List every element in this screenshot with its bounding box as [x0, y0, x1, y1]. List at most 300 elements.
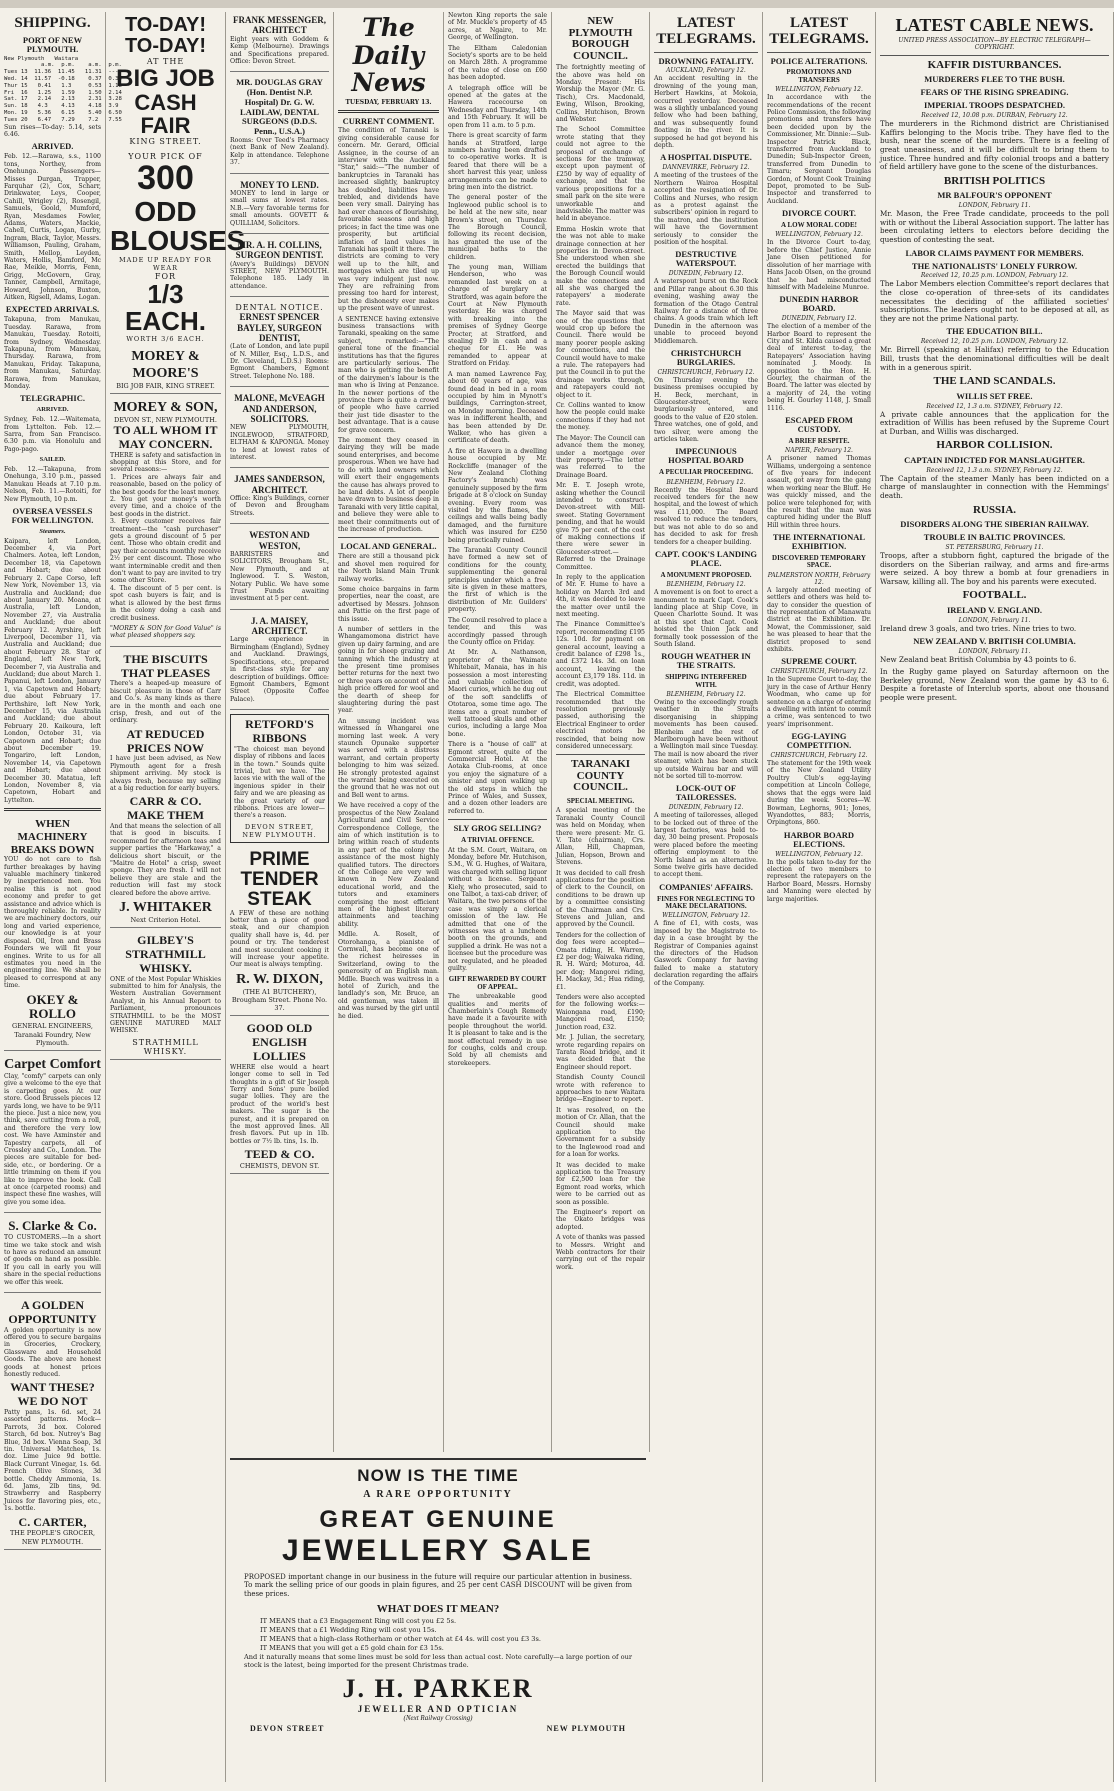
divorce-heading: DIVORCE COURT. [782, 208, 856, 219]
telegraphic-sailed: SAILED. [39, 456, 66, 464]
maisey-title: J. A. MAISEY, ARCHITECT. [251, 615, 308, 637]
russia-text: Troops, after a stubborn fight, captured the brigade of the disorders on the Siberian railway, and arms and fire-arms were seized. A boy threw a bomb at four grenadiers in Warsaw, killing all. The boy and his parents were executed. [880, 551, 1109, 586]
local-paragraph-4: An unsung incident was witnessed in Whangarei one morning last week. A very staunch Opunake supporter was served with a distress warrant, and certain property belonging to him was seized. He strongly protested against the warrant being executed on the ground that he was not out and Bell went to arms. [338, 717, 439, 799]
drowning-text: An accident resulting in the drowning of the young man, Herbert Hawkins, at Mokoia, occurred yesterday. Deceased was a slightly unbalanced young fellow who had been bathing, and was subsequently found floating in the river. It is supposed he had got beyond his depth. [654, 75, 758, 150]
bayley-card [230, 300, 329, 387]
retford-body: "The choicest man beyond display of ribbons and laces in the town." Sounds quite trivial, but we have. The laces vie with the wall of the ingenious spider in their fairy and we are pleasing as the great variety of our ribbons. Prices are lower—there's a reason. [234, 745, 325, 820]
arrived-text: Feb. 12.—Rarawa, s.s., 1100 tons, Northey, from Onehunga. Passengers—Misses Durgan, Trapper, Farquhar (2), Cox, Scharr, Drinkwater, Leys, Cooper, Cahill, Wrigley (2), Rosengil, Samuels, Goold, Mumford, Ryan, Mesdames Fowler, Adams, Waters, Mackie, Cahell, Curtis, Logan, Gurby, Ingram, Black, Taylor, Messrs. Williamson, Pauling, Graham, Smith, Mellop, Leyden, Waters, Hollis, Bamford, Mc Rae, Meikle, Morris, Fenn, Grigg, McGovern, Gray, Tanner, Campbell, Armitage, Howard, Johnson, Buxton, Aitken, Rigsell, Adams, Logan. [4, 153, 101, 302]
to-all-title: TO ALL WHOM IT MAY CONCERN. [113, 422, 218, 451]
biscuits-ad [110, 650, 221, 929]
county-p9: The Engineer's report on the Okato bridges was adopted. [556, 1209, 645, 1231]
morey-moore-sub: BIG JOB FAIR, KING STREET. [116, 381, 215, 390]
machinery-body: YOU do not care to fish further breakages by having valuable machinery tinkered by inexperienced men. You realise this is not good economy and prefer to get assistance and advice which is thoroughly reliable. In reality we are machinery doctors, our long and varied experience, our knowledge is at your disposal. Oil, Iron and Brass Founders we will fit your engines. Write to us for all estimates you need in the engineering line. We shall be pleased to correspond at any time. [4, 856, 101, 990]
borough-p6: The Mayor: The Council can advance them the money, under a mortgage over their property.—The letter was referred to the Drainage Board. [556, 434, 645, 479]
county-p7: It was resolved, on the motion of Cr. Allan, that the Council should make application to the Government for a subsidy to the Inglewood road and for a loan for works. [556, 1106, 645, 1159]
escaped-text: A prisoner named Thomas Williams, undergoing a sentence of five years for indecent assault, got away from the gang when working near the Bluff. He was quickly missed, and the police were telephoned for, with the result that the man was captured hiding under the Bluff Hill within three hours. [767, 455, 871, 529]
local-paragraph-3: A number of settlers in the Whangamomona district have given up dairy farming, and are going in for sheep grazing and tanning which the industry at the present time promises better returns for the next two or three years on account of the high price offered for wool and the dearth of sheep for slaughtering during the past year. [338, 625, 439, 715]
impecunious-text: Recently the Hospital Board received tenders for the new hospital, and the lowest of which was £11,000. The Board resolved to reduce the tenders, but was not able to do so and has decided to ask for fresh tenders for a cheaper building. [654, 486, 758, 546]
cash-fair-label: CASH FAIR [134, 90, 197, 139]
carpet-ad [4, 1054, 101, 1213]
golden-title: A GOLDEN OPPORTUNITY [8, 1297, 97, 1326]
okey-rollo-sub: GENERAL ENGINEERS, Taranaki Foundry, New Plymouth. [12, 1022, 93, 1047]
divorce-text: In the Divorce Court to-day, before the Chief Justice, Annie Jane Olsen petitioned for dissolution of her marriage with Hans Jacob Olsen, on the ground that he had misconducted himself with Madeleine Munroe. [767, 239, 871, 291]
county-p2: It was decided to call fresh applications for the position of clerk to the Council, on conditions to be drawn up by a committee consisting of the Chairman and Crs. Stevens and Julian, and approved by the Council. [556, 869, 645, 929]
odd-label: ODD [134, 196, 197, 228]
labor-subheading: THE NATIONALISTS' LONELY FURROW. [911, 260, 1078, 271]
county-p1: A special meeting of the Taranaki County Council was held on Monday, when there were present: Mr. G. V. Tate (chairman), Crs. Allan, Hill, Chapman, Julian, Hopson, Brown and Stevens. [556, 807, 645, 867]
prime-steak-body: A FEW of these are nothing better than a piece of good steak, and our champion quality shall have is, 4d. per pound or try. The tenderest and most succulent cooking it will increase your appetite. Our meat is always tempting. [230, 909, 329, 969]
money-card [230, 177, 329, 234]
messenger-body: Eight years with Goddem & Kemp (Melbourne). Drawings and Specifications prepared. Office: Devon Street. [230, 35, 329, 65]
okey-rollo-title: OKEY & ROLLO [26, 991, 79, 1022]
parker-intro: PROPOSED important change in our business in the future will require our particular attention in business. To mark the selling price of our goods in plain figures, and 25 per cent CASH DISCOUNT will be given from these prices. [244, 1573, 632, 1598]
exhibition-text: A largely attended meeting of settlers and others was held to-day to consider the question of the representation of Manawatu district at the Exhibition. Dr. Mowat, the Commissioner, said he was pleased to hear that the district proposed to send exhibits. [767, 586, 871, 654]
today-headline-1: TO-DAY! [124, 14, 207, 36]
harbor-elections-heading: HARBOR BOARD ELECTIONS. [783, 829, 855, 849]
impecunious-dateline: BLENHEIM, February 12. [666, 478, 746, 486]
comment-paragraph-3: The moment they ceased in dairying they will be made sound enterprises, and become prosperous. When we have had to do with land owners which will exert their engagements the cause has always proved to be land debts. A lot of people have drawn to business deep in Taranaki with very little capital, and believe they were able to meet their commitments out of the increase of production. [338, 437, 439, 533]
football-dateline-2: LONDON, February 11. [958, 648, 1031, 656]
blouses-label: BLOUSES [110, 225, 246, 257]
column-ads-2 [106, 12, 246, 1782]
clarke-body: TO CUSTOMERS.—In a short time we take stock and wish to have as reduced an amount of goods on hand as possible. If you call in early you will share in the special reductions we offer this week. [4, 1234, 101, 1286]
parker-sale-label: JEWELLERY SALE [281, 1534, 595, 1567]
gilbey-title: GILBEY'S STRATHMILL WHISKY. [125, 933, 206, 975]
lockout-text: A meeting of tailoresses, alleged to be locked out of three of the largest factories, was held to-day, 30 being present. Proposals were placed before the meeting offering employment to the North Island as an alternative. Some twelve girls have decided to accept them. [654, 812, 758, 879]
borough-p10: The Electrical Committee recommended that the resolution previously passed, authorising the Electrical Engineer to order electrical motors be rescinded, that being now considered unnecessary. [556, 691, 645, 750]
divorce-dateline: WELLINGTON, February 12. [775, 231, 863, 239]
football-heading: FOOTBALL. [962, 589, 1027, 602]
collision-text: The Captain of the steamer Manly has been indicted on a charge of manslaughter in connection with the Hemmings' death. [880, 473, 1109, 501]
parker-means-1: IT MEANS that a £3 Engagement Ring will cost you £2 5s. [260, 1617, 457, 1626]
today-headline-2: TO-DAY! [124, 35, 207, 57]
dispute-text: A meeting of the trustees of the Northern Wairoa Hospital accepted the resignation of Dr. Collins and Nurses, who resign as a protest against the subscribers' opinion in regard to the matron, and the institution will have the Government seriously to consider the position of the hospital. [654, 172, 758, 247]
borough-p3: Emma Hoskin wrote that the was not able to make drainage connection at her properties in Devon-street. She understood when she erected the buildings that the Borough Council would make the connections and all she was charged the ratepayers' a moderate rate. [556, 225, 645, 307]
parker-means-3: IT MEANS that a high-class Rotherham or other watch at £4 4s. will cost you £3 3s. [260, 1634, 541, 1643]
local-item-fay: A man named Lawrence Fay, about 60 years of age, was found dead in bed in a room occupied by him in Mynott's buildings, Carrington-street, on Monday morning. Deceased was in indifferent health, and has been attended by Dr. Walker, who has given a certificate of death. [448, 370, 547, 445]
lockout-heading: LOCK-OUT OF TAILORESSES. [675, 783, 737, 803]
land-dateline: Received 12, 1.3 a.m. SYDNEY, February 12. [926, 402, 1063, 410]
sly-grog-subheading: A TRIVIAL OFFENCE. [461, 836, 534, 845]
parker-means-2: IT MEANS that a £1 Wedding Ring will cost you 15s. [260, 1626, 437, 1635]
carter-title: C. CARTER, [18, 1514, 87, 1529]
local-item-eltham: The Eltham Caledonian Society's sports are to be held on March 28th. A programme of the value of close on £60 has been adopted. [448, 44, 547, 82]
column-professional [226, 12, 334, 1452]
county-subheading: SPECIAL MEETING. [566, 796, 635, 805]
gilbey-body: ONE of the Most Popular Whiskies submitted to him for Analysis, the Western Australian Government Analyst, in his Annual Report to Parliament, pronounces STRATHMILL to be the MOST GENUINE MATURED MALT WHISKY. [110, 975, 221, 1035]
reduced-title: AT REDUCED PRICES NOW [126, 726, 205, 755]
divider [448, 819, 547, 820]
carpet-body: Clay, "comfy" carpets can only give a welcome to the eye that is carpeting goes. At our store. Good Brussels pieces 12 yards long, we have to be 9/11 the piece. Just a nice new, you think, save cutting from a roll, and therefore the very low cost. We have Axminster and Tapestry carpets, all of Crossley and Co., London. The pieces are suitable for bed-side, etc., or bordering. Or a little trimming on them if you like to improve the look. Call at once (carpeted rooms) and inspect these fine washes, will give you some idea. [4, 1072, 101, 1206]
malone-card [230, 390, 329, 468]
money-title: MONEY TO LEND. [240, 179, 319, 190]
comment-paragraph-1: The condition of Taranaki is giving considerable cause for concern. Mr. Gerard, Official Assignee, in the course of an interview with the Auckland "Star," said:—"The number of bankruptcies in Taranaki has increased slightly, bankruptcy has doubled, liabilities have trebled, and dividends have been very small. Dairying has had ever chances of flourishing, favourable seasons and high prices; in fact the time was one prosperity, but artificial inflation of land values in Taranaki has spoilt it there. The districts are coming to very well up to the hilt, and mortgages which are tiled up was very indulgent just now. They are refraining from pressing too hard for interest, but the dishonesty ever makes up the present wave of unrest. [338, 127, 439, 313]
column-daily-news [334, 12, 444, 1452]
local-item-school: The general poster of the Inglewood public school is to be held at the new site, near Brown's street, on Thursday. The Borough Council, following its recent decision, has granted the use of the municipal baths to the children. [448, 194, 547, 261]
steak-ad [230, 847, 329, 1017]
labor-dateline: Received 12, 10.25 p.m. LONDON, February 12. [920, 272, 1069, 280]
masthead: The Daily News [351, 13, 426, 97]
waterspout-text: A waterspout burst on the Rock and Pillar range about 6.30 this evening, washing away the formation of the Otago Central Railway for a distance of three chains. A goods train which left Dunedin in the afternoon was unable to proceed beyond Middlemarch. [654, 278, 758, 345]
sly-grog-text: At the S.M. Court, Waitara, on Monday, before Mr. Hutchison, S.M., W. G. Hughes, of Waitara, was charged with selling liquor without a license. Sergeant Kiely, who prosecuted, said to one Talbot, a taxi-cab driver, of Waitara, the two persons of the case was simply a clerical omission of the law. He admitted that one of the witnesses was at a luncheon booth on the grounds, and supplied a drink. He was not a licensee but the procedure was not regulated, and he pleaded guilty. [448, 846, 547, 973]
reduced-body: I have just been advised, as New Plymouth agent for a fresh shipment arriving. My stock is always fresh, because my selling at a big reduction for early buyers. [110, 755, 221, 792]
clarke-title: S. Clarke & Co. [8, 1218, 97, 1234]
harbor-elections-dateline: WELLINGTON, February 12. [775, 850, 863, 858]
sanderson-body: Office: King's Buildings, corner of Devon and Brougham Streets. [230, 495, 329, 517]
dentist-gray-card [230, 75, 329, 173]
dental-notice: DENTAL NOTICE. [235, 303, 324, 313]
shipping-title: SHIPPING. [14, 15, 91, 31]
maisey-card [230, 613, 329, 710]
number-300: 300 [137, 159, 194, 198]
cook-heading: CAPT. COOK'S LANDING PLACE. [654, 548, 758, 568]
expected-heading: EXPECTED ARRIVALS. [5, 304, 100, 315]
sly-grog-heading: SLY GROG SELLING? [453, 823, 542, 834]
rough-weather-subheading: SHIPPING INTERFERED WITH. [665, 673, 747, 689]
rough-weather-heading: ROUGH WEATHER IN THE STRAITS. [661, 651, 751, 671]
divider [338, 110, 439, 113]
at-the-label: AT THE [146, 57, 185, 66]
police-heading: POLICE ALTERATIONS. [770, 55, 868, 66]
lockout-dateline: DUNEDIN, February 12. [668, 804, 744, 812]
parker-jewellery-ad [230, 1458, 646, 1782]
labor-text: The Labor Members election Committee's report declares that the close co-operation of three-sets of its candidates necessitates the deciding of the affiliated societies' subscriptions. The leaders ought not to be deposed at all, as they are not the prime National party. [880, 279, 1109, 323]
local-item-farm-hands: There is great scarcity of farm hands at Stratford, large numbers having been drafted to co-operative works. It is feared that there will be a short harvest this year, unless arrangements can be made to bring men into the district. [448, 132, 547, 191]
parker-address [230, 1722, 646, 1733]
morey-son-address: DEVON ST., NEW PLYMOUTH. [114, 415, 217, 424]
column-councils [552, 12, 650, 1452]
divorce-subheading: A LOW MORAL CODE! [781, 221, 857, 230]
borough-p1: The fortnightly meeting of the above was held on Monday. Present: His Worship the Mayor (Mr. G. Tisch), Crs. Macdonald, Ewing, Wilson, Brooking, Collins, Hutchison, Brown and Webster. [556, 64, 645, 124]
parker-address-right: NEW PLYMOUTH [546, 1724, 626, 1733]
prime-steak-title: PRIME TENDER STEAK [240, 848, 319, 910]
borough-p2: The School Committee wrote stating that they could not agree to the proposal of exchange of sections for the tramway, except upon payment of £250 by way of equality of exchange, and that the various propositions for a small park on the site were unworkable and inadvisable. The matter was held in abeyance. [556, 126, 645, 223]
kaffir-text: The murderers in the Richmond district are Christianised Kaffirs belonging to the Mocis tribe. They have fled to the bush, near the scene of the murders. There is a feeling of great uneasiness, and it will be difficult to bring them to justice. Three hundred and fifty colonial troops and a battery of field artillery have gone to the scene of the disturbances. [880, 119, 1109, 172]
column-telegrams [650, 12, 763, 1782]
kaffir-subheading-2: FEARS OF THE RISING SPREADING. [920, 87, 1069, 98]
football-subheading-1: IRELAND V. ENGLAND. [946, 604, 1043, 615]
cook-dateline: BLENHEIM, February 12. [666, 581, 746, 589]
kaffir-subheading-1: MURDERERS FLEE TO THE BUSH. [924, 74, 1065, 85]
football-text-3: In the Rugby game played on Saturday afternoon on the Berkeley ground, New Zealand won the game by 43 to 6. Despite a foretaste of Interclub sports, about one thousand people were present. [880, 666, 1109, 702]
waterspout-dateline: DUNEDIN, February 12. [668, 270, 744, 278]
rough-weather-text: Owing to the exceedingly rough weather in the Straits disorganising in shipping movements has been caused. Blenheim and the rest of Marlborough have been without a Wellington mail since Tuesday. The mail is now aboard the river steamer, which has been stuck up outside Wairau bar and will not be sorted till to-morrow. [654, 698, 758, 780]
county-p3: Tenders for the collection of dog fees were accepted—Omata riding, H. Warren, £2 per dog; Waiwaka riding, R. H. Ward; Moturoa, 4d. per dog; Mangorei riding, H. Mackay, 3d.; Hua riding, £1. [556, 931, 645, 991]
your-pick-label: YOUR PICK OF [128, 152, 203, 162]
golden-ad [4, 1296, 101, 1550]
steamers-label: Steamers. [39, 527, 66, 535]
politics-heading: BRITISH POLITICS [943, 174, 1046, 187]
collins-card [230, 237, 329, 297]
county-p5: Mr. J. Julian, the secretary, wrote regarding repairs on Tarata Road bridge, and it was decided that the Engineer should report. [556, 1034, 645, 1071]
county-heading: TARANAKI COUNTY COUNCIL. [570, 758, 631, 794]
to-all-body: THERE is safety and satisfaction in shopping at this Store, and for several reasons:— 1. Prices are always fair and reasonable, based on the policy of the best goods for the least money. 2. You get your money's worth every time, and a choice of the best goods in the district. 3. Every customer receives fair treatment—the "cash purchaser" gets a ground discount of 5 per cent. Those who obtain credit and pay their accounts monthly receive 2½ per cent discount. Those who want interminable credit and then don't want to pay are invited to try some other Store. 4. The discount of 5 per cent. is spot cash buyers is fair, and is what is allowed by the best firms in the colony doing a cash and credit business. [110, 451, 221, 622]
gray-laidlaw-body: Rooms: Over Teed's Pharmacy (next Bank of New Zealand). Kelp in attendance. Telephone 37. [230, 136, 329, 167]
parker-address-left: DEVON STREET [250, 1724, 325, 1733]
impecunious-heading: IMPECUNIOUS HOSPITAL BOARD [668, 446, 744, 466]
parker-rare-label: A RARE OPPORTUNITY [363, 1489, 513, 1500]
county-p6: Standish County Council wrote with reference to approaches to new Waitara bridge—Engineer to report. [556, 1074, 645, 1104]
companies-heading: COMPANIES' AFFAIRS. [659, 881, 753, 892]
borough-p9: The Finance Committee's report, recommending £195 12s. 10d. for payment on general account, leaving a credit balance of £298 1s., and £372 14s. 3d. on loan account, leaving the account £3,179 18s. 11d. in credit, was adopted. [556, 621, 645, 688]
collision-heading: HARBOR COLLISION. [936, 439, 1053, 452]
retford-footer: DEVON STREET, NEW PLYMOUTH. [242, 822, 317, 839]
morey-son-ad [110, 397, 221, 647]
reward-text: The unbreakable good qualities and merits of Chamberlain's Cough Remedy have made it a favourite with people throughout the world. It is pleasant to take and is the most effectual remedy in use for coughs, colds and croup. Sold by all chemists and storekeepers. [448, 993, 547, 1067]
dixon-sub: (THE A1 BUTCHERY), Brougham Street. Phone No. 37. [231, 987, 328, 1013]
kaffir-dateline: Received 12, 10.08 p.m. DURBAN, February 12. [921, 112, 1068, 120]
rough-weather-dateline: BLENHEIM, February 12. [666, 690, 746, 698]
collins-title: MR. A. H. COLLINS, SURGEON DENTIST. [235, 239, 324, 261]
egg-heading: EGG-LAYING COMPETITION. [786, 731, 852, 751]
local-item-intro: Newton King reports the sale of Mr. Muckle's property of 45 acres, at Ngaire, to Mr. George, of Wellington. [448, 12, 547, 42]
carr-title: CARR & CO. MAKE THEM [127, 794, 204, 823]
whitaker-sub: Next Criterion Hotel. [130, 916, 201, 925]
burglaries-text: On Thursday evening the business premises occupied by H. Beck, merchant, in Gloucester-street, were burglariously entered, and goods to the value of £20 stolen. Three watches, one of gold, and two silver, were among the articles taken. [654, 376, 758, 444]
telegrams2-heading: LATEST TELEGRAMS. [769, 15, 869, 47]
machinery-title: WHEN MACHINERY BREAKS DOWN [10, 818, 95, 856]
whitaker-title: J. WHITAKER [119, 900, 212, 916]
parker-name: J. H. PARKER [342, 1674, 534, 1703]
money-body: MONEY to lend in large or small sums at lowest rates. N.B.—Very favorable terms for small amounts. GOVETT & QUILLIAM, Solicitors. [230, 189, 329, 227]
county-p8: It was decided to make application to the Treasury for £2,500 loan for the Egmont road works, which were to be carried out as soon as possible. [556, 1161, 645, 1206]
county-p10: A vote of thanks was passed to Messrs. Wright and Webb contractors for their carrying out of the repair work. [556, 1234, 645, 1271]
harbor-elections-text: In the polls taken to-day for the election of two members to represent the ratepayers on the Harbor Board, Messrs. Hornsby and Manning were elected by large majorities. [767, 858, 871, 903]
dunedin-text: The election of a member of the Harbor Board to represent the City and St. Kilda caused a great deal of interest to-day, the Ratepayers' Association having nominated J. Moody. In opposition to the Hon. H. Gourley, the chairman of the Board. The latter was elected by a majority of 24, the voting being H. Gourley 1148, J. Small 1116. [767, 323, 871, 412]
carr-body: And that means the selection of all that is good in biscuits. I recommend for afternoon teas and supper parties the "Harkaway," a delicious short biscuit, or the "Maitre de Hotel" a crisp, sweet sponge. They are fresh. I will not believe they are stale and the reduction will fast my stock cleared before the above arrive. [110, 822, 221, 897]
clarke-ad [4, 1216, 101, 1293]
parker-location-note: (Next Railway Crossing) [403, 1714, 473, 1722]
football-dateline-1: LONDON, February 11. [958, 616, 1031, 624]
divider [556, 754, 645, 755]
messenger-card [230, 12, 329, 72]
education-text: Mr. Birrell (speaking at Halifax) referring to the Education Bill, trusts that the denominational difficulties will be dealt with in a generous spirit. [880, 345, 1109, 372]
weston-title: WESTON AND WESTON, [249, 530, 310, 551]
big-job-fair-ad [110, 12, 246, 394]
kaffir-subheading-3: IMPERIAL TROOPS DESPATCHED. [924, 100, 1065, 111]
bayley-body: (Late of London, and late pupil of N. Miller, Esq., L.D.S., and Dr. Cleveland, L.D.S.) Rooms: Egmont Chambers, Egmont Street. Telephone No. 188. [230, 343, 329, 380]
parker-great-label: GREAT GENUINE [319, 1506, 557, 1533]
land-text: A private cable announces that the application for the extradition of Willis has been refused by the Supreme Court at Durban, and Willis was discharged. [880, 409, 1109, 436]
messenger-title: FRANK MESSENGER, ARCHITECT [232, 15, 326, 36]
oversea-text: Kaipara, left London, December 4, via Port Chalmers. Aotea, left London, December 18, via Capetown and Hobart; due about February 2. Cape Corso, left New York, November 13, via Australia and Auckland; due about January 20. Moana, at Australia, left London, November 27, via Australia and Auckland; due about February 12. Ayrshire, left Liverpool, December 11, via Australia and Auckland; due about February 28. Star of England, left New York, December 7, via Australia and Auckland; due about March 1. Papanui, left London, January 1, via Capetown and Hobart; due about February 17. Perthshire, left New York, December 15, via Australia and Auckland; due about February 20. Kaikoura, left London, October 31, via Capetown and Hobart; due about December 19. Tongariro, left London, November 14, via Capetown and Hobart; due about December 30. Matatua, left London, November 8, via Capetown, Hobart and Lyttelton. [4, 537, 101, 804]
divider [880, 55, 1109, 56]
top-margin-strip [0, 0, 1114, 8]
russia-heading: RUSSIA. [972, 503, 1017, 516]
local-general-heading: LOCAL AND GENERAL. [340, 541, 437, 552]
lollies-body: WHERE else would a heart longer come to sell in Ted thoughts in a gift of Sir Joseph Terry and Sons' pure boiled sugar lollies. They are the product of the world's best makers. The sugar is the purest, and it is prepared on the most approved lines. All fresh flavors. Put up in 1lb. bottles or 7½ lb. tins, 1s. lb. [230, 1063, 329, 1145]
divider [4, 808, 101, 811]
kaffir-heading: KAFFIR DISTURBANCES. [927, 58, 1062, 71]
lollies-title: GOOD OLD ENGLISH LOLLIES [246, 1021, 313, 1063]
russia-dateline: ST. PETERSBURG, February 11. [945, 544, 1044, 552]
golden-body: A golden opportunity is now offered you to secure bargains in Groceries, Crockery, Glassware and Household Goods. The above are honest goods at honest prices honestly reduced. [4, 1326, 101, 1378]
want-body: Patty pans, 1s. 6d. set, 24 assorted patterns. Mock—Parrots, 3d box. Colored Starch, 6d box. Nutrey's Bag Blue, 3d box. Vienna Soap, 3d tin. Universal Matches, 1s. doz. Lime Juice 9d bottle. Black Currant Vinegar, 1s. 6d. French Olive Stones, 3d bottle. Cheddy Ammonia, 1s. 6d. Jams, 2lb tins, 9d. Strawberry and Raspberry Juices for flavoring pies, etc., 1s. bottle. [4, 1409, 101, 1513]
borough-p7: Mr. E. T. Joseph wrote, asking whether the Council intended to construct Devon-street with Mill-sweet. Stating Government pending, and that he would give 75 per cent. of the cost of making connections if there were sewer in Gloucester-street.—Referred to the Drainage Committee. [556, 482, 645, 571]
retford-ad [230, 714, 329, 843]
divider [654, 52, 758, 53]
borough-p5: Cr. Collins wanted to know how the people could make connections if they had not the money. [556, 402, 645, 432]
expected-text: Takapuna, from Manukau, Tuesday. Rarawa, from Manukau, Tuesday. Rotoiti, from Sydney, Wednesday. Takapuna, from Manukau, Thursday. Rarawa, from Manukau, Friday. Takapuna, from Manukau, Saturday. Rarawa, from Manukau, Monday. [4, 316, 101, 390]
want-title: WANT THESE? WE DO NOT [10, 1380, 95, 1409]
borough-heading: NEW PLYMOUTH BOROUGH COUNCIL. [568, 15, 633, 62]
tide-table: Tues 13 11.36 11.45 11.31 ---- Wed. 14 11.57 -0.18 0.37 0.33 Thur 15 0.41 1.3 0.53 1.18 Fri 16 1.25 1.59 1.50 2.14 Sat. 17 2.14 2.13 2.31 3.28 Sun. 18 4.3 4.13 4.18 3.9 Mon. 19 5.36 6.15 5.40 6.50 Tues 20 6.47 7.29 7.2 7.55 [4, 69, 122, 123]
divider [767, 52, 871, 53]
county-p4: Tenders were also accepted for the following works:—Waiongana road, £190; Mangorei road, £150; Junction road, £32. [556, 994, 645, 1031]
supreme-dateline: CHRISTCHURCH, February 12. [770, 668, 868, 676]
machinery-ad [4, 815, 101, 1050]
burglaries-heading: CHRISTCHURCH BURGLARIES. [670, 347, 742, 367]
for-label: FOR [154, 271, 177, 281]
politics-subheading: MR BALFOUR'S OPPONENT [937, 190, 1052, 201]
exhibition-dateline: PALMERSTON NORTH, February 12. [767, 571, 871, 586]
gray-laidlaw-title: MR. DOUGLAS GRAY (Hon. Dentist N.P. Hospital) Dr. G. W. LAIDLAW, DENTAL SURGEONS (D.D.S. Penn., U.S.A.) [236, 77, 323, 137]
gilbey-footer: STRATHMILL WHISKY. [132, 1037, 199, 1056]
morey-son-title: MOREY & SON, [113, 399, 218, 415]
local-item-henderson: The young man, William Henderson, who was remanded last week on a charge of burglary at Stratford, was again before the Court at New Plymouth yesterday. He was charged with breaking into the premises of Sydney George Procter, at Stratford, and stealing £9 in cash and a cheque for £1. He was remanded to appear at Stratford on Friday. [448, 264, 547, 368]
burglaries-dateline: CHRISTCHURCH, February 12. [657, 368, 755, 376]
escaped-subheading: A BRIEF RESPITE. [788, 436, 850, 445]
port-heading: PORT OF NEW PLYMOUTH. [22, 34, 83, 54]
weston-body: BARRISTERS and SOLICITORS, Brougham St., New Plymouth, and at Inglewood. T. S. Weston, Notary Public. We have some Trust Funds awaiting investment at 5 per cent. [230, 550, 329, 603]
football-text-2: New Zealand beat British Columbia by 43 points to 6. [880, 655, 1077, 665]
teed-title: TEED & CO. [244, 1147, 315, 1162]
morey-motto: "MOREY & SON for Good Value" is what pleased shoppers say. [110, 624, 221, 640]
cook-subheading: A MONUMENT PROPOSED. [660, 570, 752, 579]
tide-table-header: New Plymouth Waitara a.m. p.m. a.m. p.m. [4, 55, 122, 69]
cable-subheading: UNITED PRESS ASSOCIATION—BY ELECTRIC TELEGRAPH—COPYRIGHT. [898, 36, 1091, 51]
local-paragraph-1: There are still a thousand pick and shovel men required for the North Island Main Trunk railway works. [338, 553, 439, 583]
sanderson-card [230, 471, 329, 524]
education-dateline: Received 12, 10.25 p.m. LONDON, February 12. [920, 338, 1069, 346]
arrived-heading: ARRIVED. [31, 141, 74, 152]
exhibition-heading: THE INTERNATIONAL EXHIBITION. [772, 532, 866, 552]
collision-subheading: CAPTAIN INDICTED FOR MANSLAUGHTER. [904, 454, 1085, 465]
collision-dateline: Received 12, 1.3 a.m. SYDNEY, February 12. [926, 466, 1063, 474]
comment-paragraph-2: A SENTENCE having extensive business transactions with Taranaki, speaking on the same subject, remarked:—"The general tone of the financial institutions has that the figures are particularly serious. The man who is getting the benefit of the dairymen's labour is the man who is living at Penzance. In the newer portions of the province there is quite a crowd of people who have carried their just tide disaster to the best advantage. That is a cause for grave concern. [338, 315, 439, 434]
cook-text: A movement is on foot to erect a monument to mark Capt. Cook's landing place at Ship Cove, in Queen Charlotte Sound. It was at this spot that Capt. Cook hoisted the Union Jack and formally took possession of the South Island. [654, 589, 758, 648]
collins-body: (Avery's Buildings) DEVON STREET, NEW PLYMOUTH. Telephone 185. Lady in attendance. [230, 260, 329, 290]
russia-subheading-2: TROUBLE IN BALTIC PROVINCES. [923, 532, 1066, 543]
impecunious-subheading: A PECULIAR PROCEEDING. [659, 468, 753, 477]
politics-dateline: LONDON, February 11. [958, 202, 1031, 210]
maisey-body: Large experience in Birmingham (England), Sydney and Auckland. Drawings, Specifications, etc., prepared in first-class style for any description of buildings. Office: Egmont Chambers, Egmont Street (Opposite Coffee Palace). [230, 636, 329, 703]
exhibition-subheading: DISCOVERED TEMPORARY SPACE. [772, 554, 866, 570]
gilbey-ad [110, 931, 221, 1060]
football-text-1: Ireland drew 3 goals, and two tries. Nine tries to two. [880, 623, 1077, 633]
police-text: In accordance with the recommendations of the recent Police Commission, the following promotions and transfers have been decided upon by the Commissioner, Mr. Dinnie:—Sub-Inspector Patrick Black, transferred from Auckland to Dunedin; Sub-Inspector Green, transferred from Dunedin to Timaru; Sergeant Douglas Gordon, of Mount Cook Training Depot, promoted to be Sub-Inspector and transferred to Auckland. [767, 94, 871, 205]
parker-means-4: IT MEANS that you will get a £5 gold chain for £3 15s. [260, 1643, 444, 1652]
biscuits-title: THE BISCUITS THAT PLEASES [120, 651, 211, 680]
column-telegrams-2 [763, 12, 876, 1782]
bayley-title: ERNEST SPENCER BAYLEY, SURGEON DENTIST, [237, 312, 322, 343]
supreme-text: In the Supreme Court to-day, the jury in the case of Arthur Henry Woodman, who came up for sentence on a charge of entering a dwelling with intent to commit a crime, was sentenced to two years' imprisonment. [767, 676, 871, 728]
reward-heading: GIFT REWARDED BY COURT OF APPEAL. [448, 975, 547, 991]
morey-moore-title: MOREY & MOORE'S [131, 349, 200, 381]
carter-sub: THE PEOPLE'S GROCER, NEW PLYMOUTH. [9, 1529, 96, 1546]
dunedin-heading: DUNEDIN HARBOR BOARD. [779, 294, 859, 314]
column-cable-news [876, 12, 1114, 1782]
egg-dateline: CHRISTCHURCH, February 12. [770, 752, 868, 760]
drowning-dateline: AUCKLAND, February 12. [666, 67, 746, 75]
local-item-county: The Taranaki County Council have formed a new set of conditions for the county, supplementing the general principles under which a free site is given in these matters, the first of which is the distribution of Mr. Guilders' property. [448, 547, 547, 614]
education-heading: THE EDUCATION BILL. [946, 326, 1043, 337]
parker-what-heading: WHAT DOES IT MEAN? [376, 1603, 500, 1616]
king-street-label: KING STREET. [129, 137, 202, 147]
labor-heading: LABOR CLAIMS PAYMENT FOR MEMBERS. [905, 247, 1084, 258]
dunedin-dateline: DUNEDIN, February 12. [781, 315, 857, 323]
carpet-title: Carpet Comfort [4, 1056, 101, 1072]
lollies-ad [230, 1019, 329, 1174]
supreme-heading: SUPREME COURT. [781, 656, 857, 667]
price-label: 1/3 EACH. [125, 278, 206, 337]
local-paragraph-6: Mdlle. A. Roselt, of Otorohanga, a pianiste of Cornwall, has become one of the richest heiresses in Switzerland, owing to the generosity of an English man. Mdlle. Buech was waitress in a hotel of Zurich, and the landlady's son, Mr. Bruce, an old gentleman, was taken ill and was nursed by the girl until he died. [338, 931, 439, 1020]
politics-text: Mr. Mason, the Free Trade candidate, proceeds to the poll with or without the Liberal Association support. The latter has been circulating letters to electors before deciding the question of contesting the seat. [880, 209, 1109, 245]
land-subheading: WILLIS SET FREE. [956, 390, 1033, 401]
companies-text: A fine of £1, with costs, was imposed by the Magistrate to-day in a case brought by the Registrar of Companies against the directors of the Hudson Gaswork Company for having failed to make a statutory declaration regarding the affairs of the Company. [654, 920, 758, 987]
local-item-curios: At Mr. A. Nathanson, proprietor of the Waimate Whitebait, Manaia, has in his possession a most interesting and valuable collection of Maori curios, which he dug out of the soft sandcliffs of Ototaroa, some time ago. The items are a great number of well tattooed skulls and other curios, including a large Moa bone. [448, 649, 547, 738]
local-item-tenders: The Council resolved to place a tender, and this was accordingly passed through the County office on Friday. [448, 616, 547, 646]
parker-trade: JEWELLER AND OPTICIAN [357, 1704, 519, 1714]
retford-title: RETFORD'S RIBBONS [245, 717, 314, 745]
divider [338, 537, 439, 538]
local-paragraph-5: We have received a copy of the prospectus of the New Zealand Agricultural and Civil Service Correspondence College, the aim of which institution is to bring within reach of students in any part of the colony the assistance of the most highly qualified tutors. The directors of the College are very well known in New Zealand educational world, and the tutors and examiners comprising the most efficient men of the highest literary attainments and teaching ability. [338, 802, 439, 928]
dixon-title: R. W. DIXON, [236, 971, 323, 987]
malone-title: MALONE, McVEAGH AND ANDERSON, SOLICITORS. [234, 393, 325, 424]
cable-heading: LATEST CABLE NEWS. [895, 15, 1094, 35]
telegraphic-arrived: ARRIVED. [36, 406, 69, 414]
sanderson-title: JAMES SANDERSON, ARCHITECT. [234, 474, 325, 495]
borough-p4: The Mayor said that was one of the questions that would crop up before the Council. There would be many poorer people asking for connections, and the Council would have to make a rule. The ratepayers had put the Council in to put the drainage works through, and ratepayers could not object to it. [556, 310, 645, 399]
companies-dateline: WELLINGTON, February 12. [662, 912, 750, 920]
drowning-heading: DROWNING FATALITY. [658, 55, 754, 66]
dispute-dateline: DANNEVIRKE, February 12. [662, 164, 750, 172]
companies-subheading: FINES FOR NEGLECTING TO MAKE DECLARATIONS. [657, 894, 755, 911]
oversea-heading: OVERSEA VESSELS FOR WELLINGTON. [11, 506, 94, 525]
football-subheading-2: NEW ZEALAND V. BRITISH COLUMBIA. [913, 636, 1076, 647]
local-item-fire: A fire at Hawera in a dwelling house occupied by Mr. Rockcliffe (manager of the New Zealand Clothing Factory's branch) was genuinely supposed by the firm brigade at 8 o'clock on Sunday evening. Every room was visited by the flames, the ceilings and walls being badly damaged, and the furniture which was insured for £250 being practically ruined. [448, 447, 547, 544]
borough-p8: In reply to the application of Mr. F. Hume to have a holiday on March 3rd and 4th, it was decided to leave the matter over until the next meeting. [556, 574, 645, 619]
waterspout-heading: DESTRUCTIVE WATERSPOUT. [675, 249, 737, 269]
sun-times: Sun rises—To-day: 5.14, sets 6.46. [4, 123, 101, 138]
weston-card [230, 527, 329, 610]
telegraphic-text-2: Feb. 12.—Takapuna, from Onehunga, 3.10 p.m., passed Manukau Heads at 7.10 p.m. Nelson, Feb. 11.—Rotoiti, for New Plymouth, 10 p.m. [4, 465, 101, 503]
column-local-2 [444, 12, 552, 1452]
parker-now-headline: NOW IS THE TIME [357, 1466, 519, 1485]
telegraphic-heading: TELEGRAPHIC. [20, 393, 85, 404]
malone-body: NEW PLYMOUTH, INGLEWOOD, STRATFORD, ELTHAM & KAPONGA. Money to lend at lowest rates of interest. [230, 424, 329, 461]
dispute-heading: A HOSPITAL DISPUTE. [660, 152, 752, 163]
local-item-house-of-call: There is a "house of call" at Egmont street, quite of the Commercial Hotel. At the Aotaka Club-rooms, at once you enjoy the signature of a sinister and upon walking up the old steps in which the Prince of Wales, and Sussex, and a dozen other leaders are referred to. [448, 741, 547, 815]
police-subheading: PROMOTIONS AND TRANSFERS [786, 68, 852, 84]
big-job-label: BIG JOB [116, 65, 215, 92]
police-dateline: WELLINGTON, February 12. [775, 86, 863, 94]
telegraphic-text: Sydney, Feb. 12.—Waitemata, from Lyttelton. Feb. 12.—Sarra, from San Francisco. 6.30 p.m. via Honolulu and Pago-pago. [4, 416, 101, 453]
column-shipping [0, 12, 122, 1782]
escaped-heading: ESCAPED FROM CUSTODY. [785, 415, 853, 434]
local-paragraph-2: Some choice bargains in farm properties, near the coast, are advertised by Messrs. Johnson and Pattie on the first page of this issue. [338, 585, 439, 623]
current-comment-heading: CURRENT COMMENT. [342, 115, 435, 126]
issue-date: TUESDAY, FEBRUARY 13. [345, 98, 432, 106]
worth-label: WORTH 3/6 EACH. [126, 335, 205, 344]
made-up-label: MADE UP READY FOR WEAR [119, 255, 212, 272]
parker-means-5: And it naturally means that some lines must be sold for less than actual cost. Note carefully—a large portion of our stock is the latest, being imported for the present Christmas trade. [244, 1653, 632, 1670]
egg-text: The statement for the 19th week of the New Zealand Utility Poultry Club's egg-laying competition at Lincoln College, shows that the eggs were laid during the week. Scores—W. Bowman, Leghorns, 901; Jones, Wyandottes, 883; Morris, Orpingtons, 860. [767, 760, 871, 827]
russia-subheading-1: DISORDERS ALONG THE SIBERIAN RAILWAY. [900, 519, 1089, 530]
biscuits-body: There's a heaped-up measure of biscuit pleasure in those of Carr and Co.'s. As many kinds as there are in the month and each one crisp, fresh, and out of the ordinary. [110, 680, 221, 725]
escaped-dateline: NAPIER, February 12. [785, 447, 853, 455]
telegrams-heading: LATEST TELEGRAMS. [656, 15, 756, 47]
